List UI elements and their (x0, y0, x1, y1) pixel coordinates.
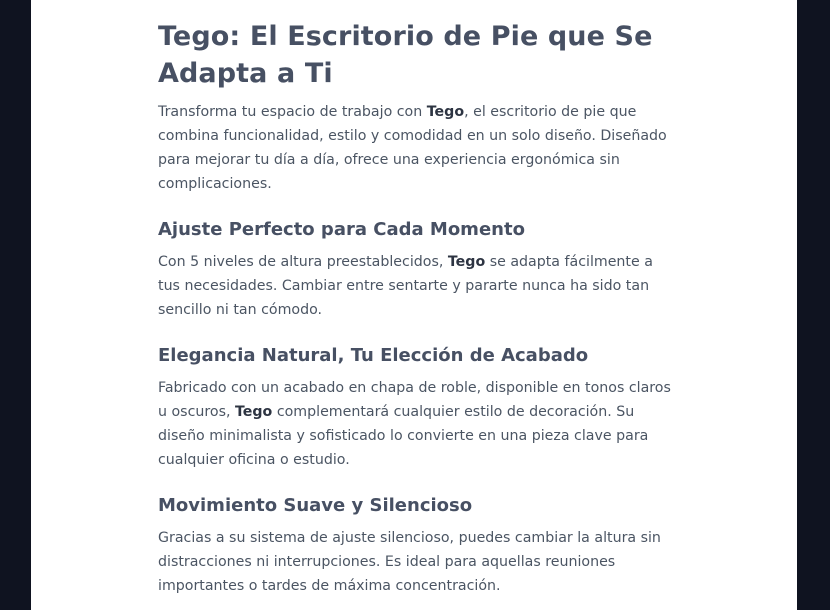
brand-name: Tego (234, 404, 273, 420)
section-paragraph-movement: Gracias a su sistema de ajuste silencioso, puedes cambiar la altura sin distracciones ni interrupciones. Es ideal para aquellas reuniones importantes o tardes de máxima concentración. (158, 530, 661, 594)
section-text-after: se adapta fácilmente a tus necesidades. Cambiar entre sentarte y pararte nunca ha sido tan sencillo ni tan cómodo. (158, 254, 653, 318)
section-text-before: Con 5 niveles de altura preestablecidos, (158, 254, 448, 270)
section-heading-finish: Elegancia Natural, Tu Elección de Acabado (158, 345, 589, 366)
section-paragraph-adjustment (158, 250, 678, 322)
intro-text-before: Transforma tu espacio de trabajo con (158, 104, 427, 120)
article (158, 18, 678, 610)
intro-text-after: , el escritorio de pie que combina funcionalidad, estilo y comodidad en un solo diseño. Diseñado para mejorar tu día a día, ofrece una experiencia ergonómica sin complicaciones. (158, 104, 667, 192)
brand-name: Tego (447, 254, 486, 270)
section-heading-movement: Movimiento Suave y Silencioso (158, 495, 473, 516)
page-canvas (31, 0, 797, 610)
section-paragraph-finish (158, 376, 678, 472)
section-heading-adjustment: Ajuste Perfecto para Cada Momento (158, 219, 525, 240)
article-title: Tego: El Escritorio de Pie que Se Adapta a Ti (158, 21, 653, 89)
intro-paragraph (158, 100, 678, 196)
section-text-after: complementará cualquier estilo de decoración. Su diseño minimalista y sofisticado lo convierte en una pieza clave para cualquier oficina o estudio. (158, 404, 649, 468)
section-text-before: Fabricado con un acabado en chapa de roble, disponible en tonos claros u oscuros, (158, 380, 671, 420)
brand-name: Tego (426, 104, 465, 120)
